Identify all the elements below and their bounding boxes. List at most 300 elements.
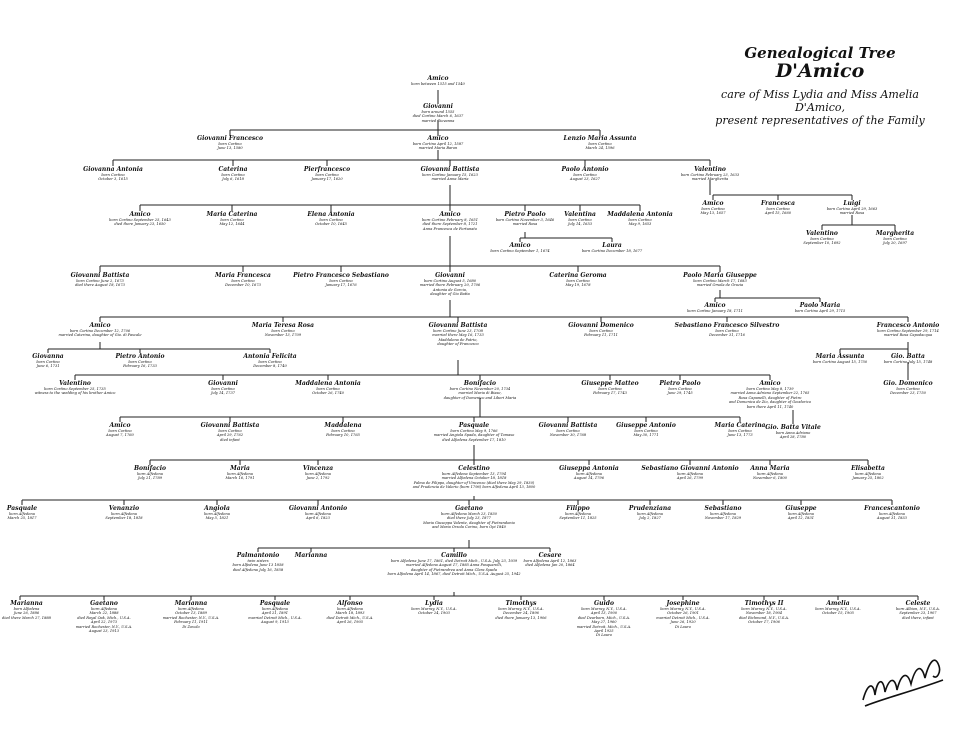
person-detail: Maria Giuseppa Valente, daughter of Pietrandonio	[423, 520, 515, 525]
person-detail: married Rosa Capodacqua	[883, 333, 933, 338]
person-detail: married Rosa	[839, 211, 865, 216]
person-detail: born Alfedena	[227, 472, 253, 476]
person-detail: July 6, 1618	[222, 177, 244, 182]
person-valentina	[564, 211, 596, 227]
person-detail: February 10, 1765	[326, 433, 360, 438]
person-detail: died Dearborn, Mich., U.S.A.	[577, 615, 631, 620]
person-caterina1	[219, 166, 248, 182]
person-mfrancesca	[215, 272, 271, 288]
person-detail: born Cortino April 12, 1587	[412, 142, 464, 146]
person-name: Amico	[704, 302, 726, 309]
person-detail: May 12, 1644	[219, 222, 245, 227]
person-name: Sebastiano Francesco Silvestro	[674, 322, 780, 329]
person-detail: October 13, 1889	[175, 611, 207, 616]
person-name: Laura	[602, 242, 622, 249]
person-name: Josephine	[666, 600, 700, 607]
person-detail: born Alfedena	[305, 472, 331, 476]
person-detail: born Alfedena	[757, 472, 783, 476]
person-detail: April 29, 1762	[216, 433, 244, 438]
person-mcaterina2	[715, 422, 766, 438]
person-name: Giuseppe Matteo	[581, 380, 639, 387]
person-pmgiuseppe	[683, 272, 757, 288]
person-ppaolo	[496, 211, 554, 227]
person-detail: born Alfedena	[204, 512, 230, 516]
person-detail: April 12, 1831	[787, 516, 815, 521]
person-name: Elena Antonia	[307, 211, 355, 218]
person-valentino2	[803, 230, 840, 246]
person-detail: born Alfedena	[137, 472, 163, 476]
person-gantonia2	[559, 465, 619, 481]
person-detail: died there September 8, 1721	[422, 222, 478, 227]
person-name: Giovanni Battista	[420, 166, 480, 173]
person-detail: July 14, 1653	[567, 222, 593, 227]
person-gantonia	[83, 166, 143, 182]
person-detail: August 23, 1627	[570, 177, 600, 182]
person-detail: born Alfedena	[879, 512, 905, 516]
person-detail: and Domenica de Zio, daughter of Geodorico	[728, 400, 812, 405]
person-name: Gaetano	[455, 505, 483, 512]
person-detail: born Cortino December 12, 1706	[69, 329, 131, 333]
person-detail: born Alfedena June 17, 1861, died Detroit Mich., U.S.A. July 23, 1939	[390, 559, 518, 563]
person-detail: September 23, 1907	[899, 611, 937, 616]
person-detail: married Alfedena August 17, 1885 Anna Pasquarelli,	[406, 563, 502, 568]
person-name: Anna Maria	[750, 465, 790, 472]
person-name: Francesco Antonio	[876, 322, 940, 329]
person-name: Amico	[427, 75, 449, 82]
person-name: Cesare	[538, 552, 562, 559]
person-detail: died Detroit Mich., U.S.A.	[326, 615, 374, 620]
person-name: Marianna	[10, 600, 43, 607]
person-gbattista5	[539, 422, 598, 438]
person-eantonia	[307, 211, 354, 227]
person-detail: August 7, 1760	[106, 433, 134, 438]
person-detail: born Anna Adriano	[775, 431, 811, 435]
person-name: Pietro Paolo	[504, 211, 546, 218]
person-detail: born Cortino	[108, 429, 132, 433]
person-name: Gio. Domenico	[883, 380, 933, 387]
person-detail: daughter of Francesco	[437, 342, 479, 347]
person-detail: born Cortino June 23, 1708	[433, 329, 483, 333]
person-detail: born Cortino	[598, 387, 622, 391]
person-detail: born Cortino	[556, 429, 580, 433]
person-detail: June 26, 1886	[13, 611, 40, 616]
person-name: Pietro Francesco Sebastiano	[293, 272, 389, 279]
person-detail: April 21, 1891	[261, 611, 289, 616]
person-detail: November 6, 1800	[753, 476, 787, 481]
person-gantonio2	[289, 505, 347, 521]
person-detail: November 18, 1904	[745, 611, 783, 616]
person-laura	[582, 242, 642, 253]
person-name: Marianna	[294, 552, 328, 559]
person-detail: born Alfedena	[9, 512, 35, 516]
person-detail: born between 1515 and 1540	[411, 82, 465, 86]
person-name: Valentino	[59, 380, 91, 387]
person-detail: born Cortino February 8, 1651	[422, 218, 478, 222]
person-detail: June 29, 1745	[667, 391, 693, 396]
person-name: Maria Caterina	[714, 422, 766, 429]
person-sfsilvestro	[675, 322, 780, 338]
person-detail: born Cortino September 25, 1643	[109, 218, 171, 222]
person-detail: born Alfedena	[111, 512, 137, 516]
person-name: Luigi	[843, 200, 861, 207]
person-detail: born Cortino	[568, 218, 592, 222]
person-detail: born Cortino	[715, 329, 739, 333]
person-detail: married Detroit Mich., U.S.A.	[248, 615, 302, 620]
person-detail: April 15, 1660	[764, 211, 792, 216]
person-massunta	[813, 353, 867, 364]
person-name: Celeste	[905, 600, 931, 607]
person-detail: born Cortino May 8, 1739	[746, 387, 794, 391]
person-detail: died there January 13, 1906	[495, 615, 547, 620]
person-detail: March 25, 1817	[7, 516, 37, 521]
person-detail: June 13, 1580	[217, 146, 243, 151]
person-name: Amico	[109, 422, 131, 429]
person-detail: married Margherita	[691, 177, 729, 182]
person-gfrancesco	[197, 135, 263, 151]
person-name: Filippo	[566, 505, 590, 512]
person-name: Pasquale	[6, 505, 38, 512]
person-ppaolo2	[659, 380, 700, 396]
person-gaetano1	[423, 505, 515, 530]
person-detail: married Rochester, N.Y., U.S.A.	[75, 624, 133, 629]
person-name: Sebastiano Giovanni Antonio	[641, 465, 739, 472]
person-name: Maddalena Antonia	[607, 211, 673, 218]
person-pfsebastiano	[293, 272, 389, 288]
person-gbattista3	[429, 322, 488, 347]
person-name: Amico	[759, 380, 781, 387]
person-detail: June 26, 1920	[670, 620, 696, 625]
person-detail: born Murray, N.Y., U.S.A.	[411, 607, 457, 611]
person-name: Giovanni Battista	[428, 322, 488, 329]
person-gmatteo	[581, 380, 638, 396]
person-name: Amico	[702, 200, 724, 207]
person-detail: November 17, 1829	[704, 516, 742, 521]
person-name: Celestino	[458, 465, 490, 472]
person-detail: born Murray, N.Y., U.S.A.	[498, 607, 544, 611]
person-name: Bonifacio	[463, 380, 497, 387]
person-detail: October 15, 1905	[822, 611, 854, 616]
person-amico6	[687, 302, 743, 313]
person-detail: April 6, 1823	[306, 516, 330, 521]
person-detail: daughter of Domenico and Liberi Maria	[443, 395, 517, 400]
person-detail: October 10, 1645	[315, 222, 347, 227]
person-detail: October 26, 1901	[667, 611, 699, 616]
person-detail: May 27, 1960	[591, 620, 617, 625]
person-gdomenico	[568, 322, 634, 338]
person-detail: April 26, 1905	[336, 620, 364, 625]
person-detail: born Cortino	[331, 429, 355, 433]
person-detail: married Detroit Mich., U.S.A.	[656, 615, 710, 620]
person-mantonia	[607, 211, 673, 227]
person-detail: died Alfedena Jan 20, 1864	[525, 563, 575, 568]
person-detail: July 20, 1697	[882, 241, 908, 246]
person-detail: born Cortino	[329, 279, 353, 283]
title-family-name: D'Amico	[775, 60, 865, 82]
person-detail: witness to the wedding of his brother Amico	[34, 391, 116, 396]
person-amico8	[729, 380, 811, 409]
person-amico1	[413, 135, 464, 151]
person-detail: Antonia de Gorcia,	[432, 287, 468, 292]
person-detail: born Cortino September 25, 1735	[44, 387, 106, 391]
person-maddalena	[324, 422, 361, 438]
person-francesca1	[761, 200, 795, 216]
person-detail: August 31, 1833	[877, 516, 907, 521]
person-detail: died Royal Oak, Mich., U.S.A.	[77, 615, 131, 620]
person-detail: February 17, 1743	[593, 391, 627, 396]
person-detail: born Cortino	[101, 173, 125, 177]
person-detail: March 18, 1893	[335, 611, 365, 616]
person-detail: September 10, 1692	[803, 241, 841, 246]
person-detail: April 28, 1780	[779, 435, 807, 440]
person-name: Francesca	[761, 200, 795, 207]
person-detail: born Alfedena	[710, 512, 736, 516]
person-detail: born Cortino September 1, 1674	[490, 249, 550, 253]
person-sgantonio	[641, 465, 738, 481]
person-name: Giovanna	[32, 353, 64, 360]
person-detail: Anna Francesca de Fortunato	[422, 226, 478, 231]
person-name: Maria Francesca	[215, 272, 271, 279]
person-detail: died Cortino March 6, 1637	[412, 114, 464, 119]
person-amico2	[109, 211, 171, 227]
person-detail: Rosa Capanelli, daughter of Pietro	[738, 395, 802, 400]
person-detail: born Alfedena March 23, 1830	[441, 512, 497, 516]
person-timothy2	[739, 600, 789, 625]
person-detail: February 11, 1711	[584, 333, 618, 338]
person-detail: January 25, 1802	[852, 476, 884, 481]
person-luigi	[827, 200, 878, 216]
person-detail: February 16, 1733	[123, 364, 157, 369]
person-name: Valentina	[564, 211, 596, 218]
person-detail: April 26, 1799	[676, 476, 704, 481]
person-detail: November 30, 1768	[549, 433, 587, 438]
person-name: Giovanni Battista	[200, 422, 260, 429]
person-giuseppe	[785, 505, 816, 521]
person-name: Giuseppe	[785, 505, 817, 512]
person-detail: January 17, 1676	[325, 283, 357, 288]
person-name: Pietro Antonio	[115, 353, 165, 360]
person-name: Caterina	[218, 166, 248, 173]
person-detail: June 2, 1792	[306, 476, 330, 481]
person-detail: May 13, 1657	[700, 211, 726, 216]
person-detail: August 14, 1796	[574, 476, 604, 481]
person-name: Amico	[129, 211, 151, 218]
person-gdomenico2	[883, 380, 932, 396]
person-gbatta	[884, 353, 933, 364]
title-line-1: Genealogical Tree	[744, 44, 896, 62]
person-detail: born Cortino	[728, 429, 752, 433]
person-gaetano2	[76, 600, 133, 633]
person-name: Margherita	[875, 230, 915, 237]
person-name: Amico	[427, 135, 449, 142]
person-amico5	[490, 242, 549, 253]
person-amaria	[750, 465, 789, 481]
person-detail: married Anna Maria	[431, 177, 469, 182]
person-camillo	[387, 552, 520, 577]
person-detail: died Alfedena July 16, 1858	[232, 567, 284, 572]
tree-title	[700, 44, 940, 127]
person-detail: born Cortino	[221, 173, 245, 177]
person-giovanni2	[420, 272, 480, 297]
person-name: Sebastiano	[704, 505, 742, 512]
person-name: Gaetano	[90, 600, 118, 607]
person-detail: April 22, 1973	[90, 620, 118, 625]
person-name: Giovanna Antonia	[83, 166, 143, 173]
person-detail: born Cortino	[668, 387, 692, 391]
person-gbvitale	[765, 424, 821, 440]
person-detail: October 3, 1615	[98, 177, 128, 182]
person-name: Giuseppa Antonia	[559, 465, 619, 472]
person-detail: born Cortino	[810, 237, 834, 241]
person-name: Maddalena Antonia	[295, 380, 361, 387]
person-detail: married Giovanna	[421, 118, 455, 123]
person-name: Francescantonio	[864, 505, 920, 512]
person-detail: born Cortino	[573, 173, 597, 177]
person-detail: born Cortino	[589, 329, 613, 333]
person-detail: daughter of Gio Batta	[430, 292, 470, 297]
person-detail: daughter of Pietrandrea and Anna Clara Spada	[410, 567, 497, 572]
person-cesare	[524, 552, 577, 568]
person-detail: born Cortino December 18, 1677	[581, 249, 643, 253]
person-bonifacio1	[444, 380, 517, 400]
person-name: Giovanni	[435, 272, 465, 279]
person-name: Maria	[230, 465, 250, 472]
person-detail: married Maria Baron	[418, 146, 458, 151]
person-sebastiano2	[705, 505, 742, 521]
person-detail: born Cortino November 3, 1646	[495, 218, 555, 222]
person-pantonio2	[115, 353, 164, 369]
person-detail: born Cortino	[218, 142, 242, 146]
person-name: Elisabetta	[851, 465, 885, 472]
person-detail: died there, infant	[902, 615, 934, 620]
person-margherita	[876, 230, 914, 246]
person-detail: born Cortino August 5, 1680	[423, 279, 477, 283]
person-detail: married Rochester, N.Y., U.S.A.	[162, 615, 220, 620]
person-detail: born Alfedena	[305, 512, 331, 516]
person-alfonso	[327, 600, 374, 625]
person-detail: born Alfedena	[262, 607, 288, 611]
person-detail: born Cortino	[231, 279, 255, 283]
person-prudenziana	[629, 505, 671, 521]
person-name: Maddalena	[324, 422, 362, 429]
person-name: Valentino	[806, 230, 838, 237]
person-detail: born Cortino	[258, 360, 282, 364]
person-detail: born Alfedena	[788, 512, 814, 516]
person-amico0	[411, 75, 465, 86]
person-name: Vincenza	[302, 465, 334, 472]
person-detail: October 26, 1740	[312, 391, 344, 396]
person-detail: born Cortino	[128, 360, 152, 364]
person-valentino1	[681, 166, 739, 182]
person-detail: June 13, 1773	[727, 433, 753, 438]
person-name: Prudenziana	[628, 505, 672, 512]
person-celeste	[896, 600, 940, 620]
person-detail: July 14, 1737	[210, 391, 236, 396]
person-name: Angiola	[204, 505, 230, 512]
person-marianna1	[295, 552, 327, 559]
person-detail: born Alfedena April 12, 1863	[523, 559, 577, 563]
person-valentino3	[35, 380, 116, 396]
person-detail: born Cortino	[588, 142, 612, 146]
person-detail: born Alfedena	[337, 607, 363, 611]
person-name: Pasquale	[259, 600, 291, 607]
person-name: Camillo	[441, 552, 467, 559]
person-amico7	[59, 322, 142, 338]
person-mantonia2	[295, 380, 361, 396]
person-detail: born Cortino	[316, 387, 340, 391]
person-detail: born Cortino August 15, 1750	[812, 360, 868, 364]
person-detail: born Alfedena	[565, 512, 591, 516]
person-detail: Di Lauro	[596, 633, 612, 638]
person-name: Maria Caterina	[206, 211, 258, 218]
person-name: Giovanni	[208, 380, 238, 387]
person-detail: Palma de Filippo, daughter of Vincenzo (died there May 29, 1830)	[413, 480, 535, 485]
person-pierfrancesco	[304, 166, 350, 182]
person-detail: born Cortino	[319, 218, 343, 222]
person-detail: January 17, 1620	[311, 177, 343, 182]
person-detail: born Murray, N.Y., U.S.A.	[741, 607, 787, 611]
person-detail: born Cortino	[315, 173, 339, 177]
person-detail: born Cortino September 29, 1714	[877, 329, 939, 333]
person-detail: April 13, 1900	[590, 611, 618, 616]
person-detail: born Cortino	[628, 218, 652, 222]
person-detail: February 11, 1911	[174, 620, 208, 625]
person-detail: died Richmond, N.Y., U.S.A.	[738, 615, 790, 620]
person-detail: born there April 11, 1740	[746, 404, 794, 409]
person-detail: born Cortino June 2, 1673	[76, 279, 124, 283]
person-detail: born Alfedena June 13 1858	[232, 563, 284, 568]
person-detail: born Cortino	[896, 387, 920, 391]
person-detail: married Angiola Spada, daughter of Tomaso	[433, 433, 515, 438]
person-name: Giovanni	[423, 103, 453, 110]
person-detail: and Prudenzia de Valerio (born 1796) born Alfedena April 13, 1800	[412, 485, 536, 490]
person-detail: July 2, 1827	[639, 516, 661, 521]
person-josephine	[656, 600, 709, 629]
person-detail: December 10, 1673	[225, 283, 261, 288]
person-name: Alfonso	[337, 600, 363, 607]
person-pasquale2	[7, 505, 37, 521]
person-detail: died Alfedena September 17, 1810	[442, 437, 506, 442]
person-detail: October 24, 1903	[418, 611, 450, 616]
person-name: Giovanni Francesco	[197, 135, 263, 142]
person-detail: December 31, 1716	[709, 333, 745, 338]
person-detail: May 30, 1771	[633, 433, 659, 438]
person-detail: married Maria di Biase,	[458, 391, 502, 396]
person-detail: May 5, 1821	[205, 516, 229, 521]
person-detail: Maddalena de Patrio,	[438, 337, 478, 342]
person-detail: born Murray, N.Y., U.S.A.	[815, 607, 861, 611]
person-name: Paolo Antonio	[561, 166, 609, 173]
person-detail: born Cortino January 15, 1623	[422, 173, 478, 177]
person-gbattista1	[421, 166, 480, 182]
person-detail: December 8, 1740	[253, 364, 287, 369]
person-elisabetta	[851, 465, 885, 481]
person-detail: married Detroit, Mich., U.S.A.	[576, 624, 632, 629]
person-name: Amelia	[826, 600, 850, 607]
person-palmantonio	[232, 552, 283, 572]
person-detail: married Alfedena October 18, 1818	[441, 476, 507, 481]
person-detail: Di Zovolo	[182, 624, 200, 629]
person-detail: born around 1555	[421, 110, 455, 114]
person-name: Palmantonio	[236, 552, 280, 559]
person-detail: born Cortino February 23, 1633	[680, 173, 740, 177]
person-amico3	[422, 211, 478, 231]
person-detail: born Cortino	[566, 279, 590, 283]
person-cgeroma	[549, 272, 606, 288]
person-name: Paolo Maria	[799, 302, 841, 309]
person-detail: born Cortino	[883, 237, 907, 241]
person-giovanni0	[413, 103, 464, 123]
person-guido	[577, 600, 632, 638]
